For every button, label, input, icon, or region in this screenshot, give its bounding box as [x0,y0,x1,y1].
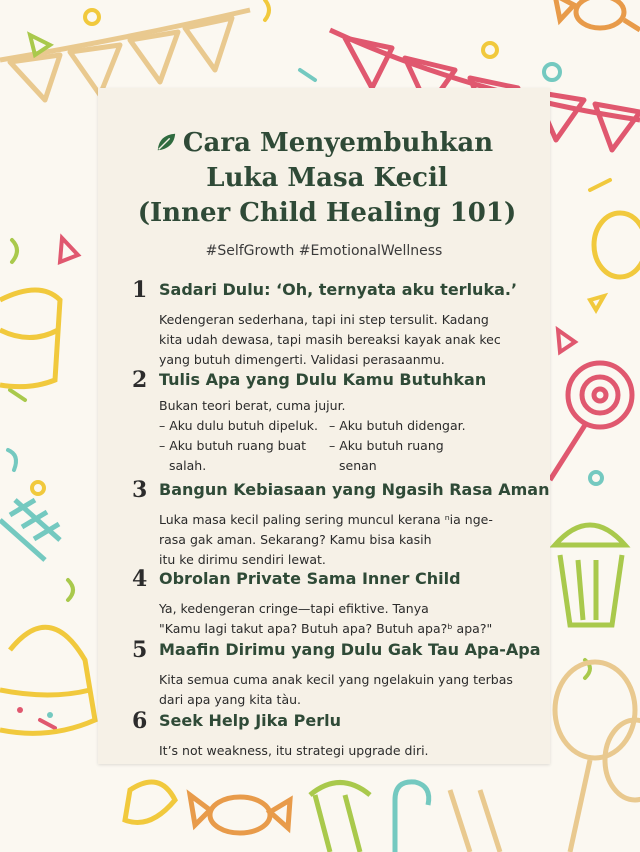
body-line: kita udah dewasa, tapi masih bereaksi kayak anak kec [159,332,501,347]
step-title: Obrolan Private Sama Inner Child [159,569,461,588]
content-card [98,88,550,764]
step-number: 1 [132,277,148,303]
body-line: Ya, kedengeran cringe—tapi efiktive. Tanya [159,601,429,616]
step-title: Sadari Dulu: ‘Oh, ternyata aku terluka.’ [159,280,518,299]
needs-list [159,416,529,476]
candy-top-right [555,0,640,30]
body-line: yang butuh dimengerti. Validasi perasaanmu. [159,352,445,367]
body-line: "Kamu lagi takut apa? Butuh apa? Butuh apa?ᵇ apa?" [159,621,493,636]
body-line: Kita semua cuma anak kecil yang ngelakuin yang terbas [159,672,513,687]
body-line: dari apa yang kita tàu. [159,692,301,707]
leaf-icon [155,131,177,153]
step-title: Seek Help Jika Perlu [159,711,341,730]
bottom-doodles [125,782,500,852]
page-title [98,126,550,231]
list-item: senan [339,458,377,473]
needs-column-left [159,416,329,476]
step-number: 6 [132,708,148,734]
title-line-1: Cara Menyembuhkan [182,128,494,158]
body-line: Bukan teori berat, cuma jujur. [159,398,346,413]
title-line-3: (Inner Child Healing 101) [137,198,517,228]
list-item: – Aku dulu butuh dipeluk. [159,418,318,433]
balloons-bottom-right [555,662,640,852]
step-title: Bangun Kebiasaan yang Ngasih Rasa Aman [159,480,550,499]
balloon-right [594,213,640,277]
step-number: 2 [132,367,148,393]
step-body [159,310,529,370]
lollipop-right [550,363,632,480]
needs-column-right [329,416,499,476]
body-line: rasa gak aman. Sekarang? Kamu bisa kasih [159,532,432,547]
step-body [159,396,529,476]
title-line-2: Luka Masa Kecil [206,163,448,193]
list-item: – Aku butuh ruang [329,438,444,453]
step-body [159,510,529,570]
list-item: – Aku butuh ruang buat [159,438,307,453]
body-line: It’s not weakness, itu strategi upgrade diri. [159,743,429,758]
list-item: – Aku butuh didengar. [329,418,466,433]
step-body [159,670,529,710]
cupcake-right [555,525,625,625]
step-body [159,741,529,761]
step-number: 3 [132,477,148,503]
hashtags: #SelfGrowth #EmotionalWellness [205,243,443,259]
list-item: salah. [169,458,207,473]
title-line-1-wrap [155,128,493,158]
step-number: 5 [132,637,148,663]
step-body [159,599,529,639]
body-line: Kedengeran sederhana, tapi ini step tersulit. Kadang [159,312,489,327]
step-title: Maafin Dirimu yang Dulu Gak Tau Apa-Apa [159,640,541,659]
step-title: Tulis Apa yang Dulu Kamu Butuhkan [159,370,487,389]
body-line: itu ke dirimu sendiri lewat. [159,552,326,567]
body-line: Luka masa kecil paling sering muncul kerana ⁿia nge- [159,512,493,527]
candle-left [0,500,60,560]
step-number: 4 [132,566,148,592]
